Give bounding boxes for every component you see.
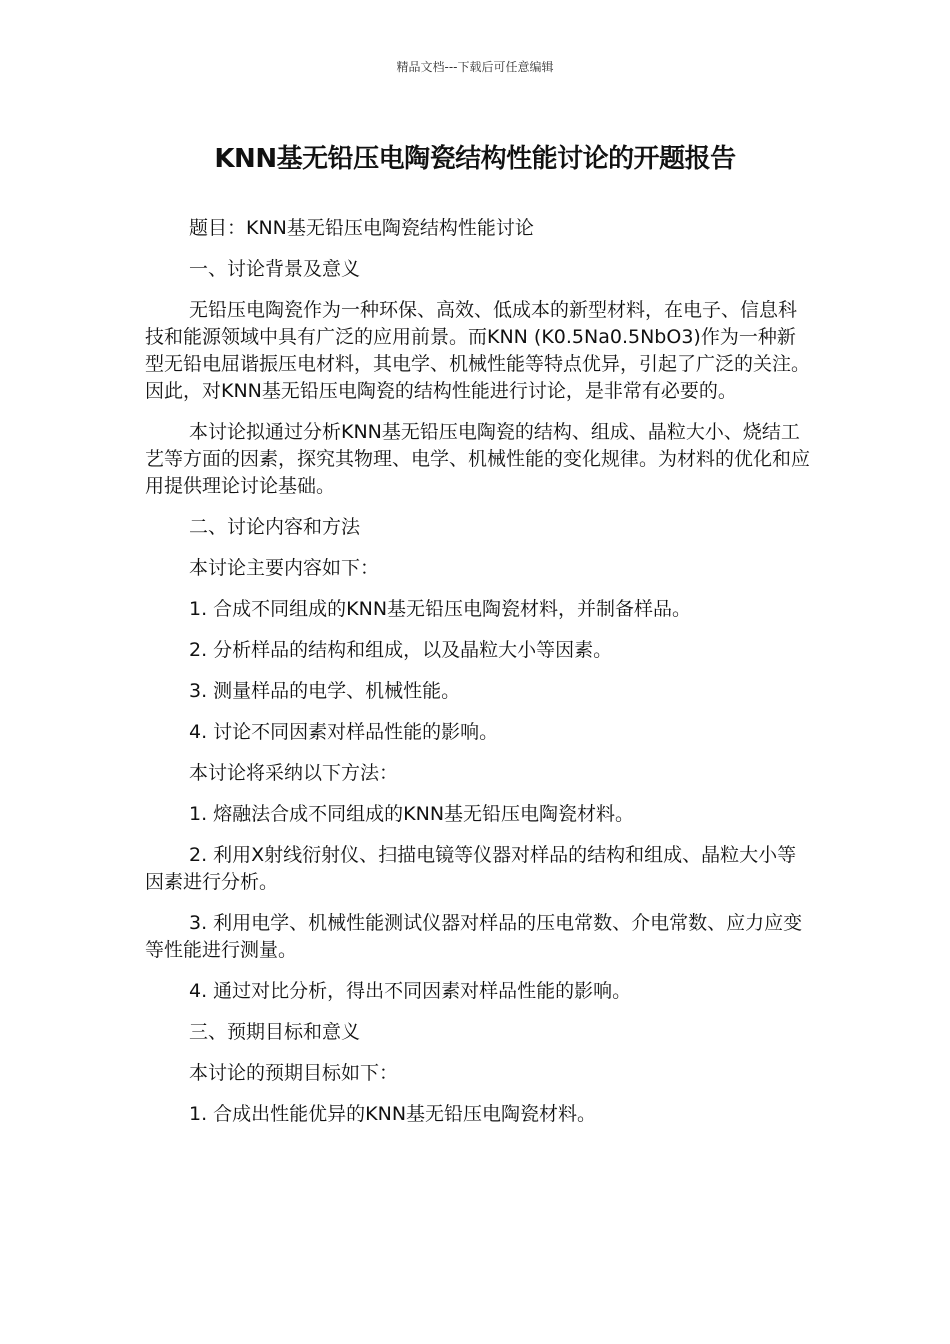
background-paragraph: 无铅压电陶瓷作为一种环保、高效、低成本的新型材料，在电子、信息科技和能源领域中具有广泛的应用前景。而KNN (K0.5Na0.5NbO3)作为一种新型无铅电屈谐振压电材料，其电学、机械性能等特点优异，引起了广泛的关注。因此，对KNN基无铅压电陶瓷的结构性能进行讨论，是非常有必要的。 [145,299,811,402]
document-body [145,215,810,1142]
section-heading-goals: 三、预期目标和意义 [189,1021,361,1043]
topic-line: 题目：KNN基无铅压电陶瓷结构性能讨论 [189,217,534,239]
content-intro: 本讨论主要内容如下： [189,557,380,579]
method-item-2: 2. 利用X射线衍射仪、扫描电镜等仪器对样品的结构和组成、晶粒大小等因素进行分析。 [145,844,797,893]
purpose-paragraph: 本讨论拟通过分析KNN基无铅压电陶瓷的结构、组成、晶粒大小、烧结工艺等方面的因素，探究其物理、电学、机械性能的变化规律。为材料的优化和应用提供理论讨论基础。 [145,421,811,497]
method-item-3: 3. 利用电学、机械性能测试仪器对样品的压电常数、介电常数、应力应变等性能进行测量。 [145,912,803,961]
method-item-4: 4. 通过对比分析，得出不同因素对样品性能的影响。 [189,980,632,1002]
method-intro: 本讨论将采纳以下方法： [189,762,399,784]
content-item-3: 3. 测量样品的电学、机械性能。 [189,680,461,702]
content-item-2: 2. 分析样品的结构和组成，以及晶粒大小等因素。 [189,639,613,661]
method-item-1: 1. 熔融法合成不同组成的KNN基无铅压电陶瓷材料。 [189,803,635,825]
section-heading-content-method: 二、讨论内容和方法 [189,516,361,538]
goal-item-1: 1. 合成出性能优异的KNN基无铅压电陶瓷材料。 [189,1103,597,1125]
content-item-4: 4. 讨论不同因素对样品性能的影响。 [189,721,499,743]
goals-intro: 本讨论的预期目标如下： [189,1062,399,1084]
page-header: 精品文档---下载后可任意编辑 [396,60,554,74]
content-item-1: 1. 合成不同组成的KNN基无铅压电陶瓷材料，并制备样品。 [189,598,692,620]
document-title: KNN基无铅压电陶瓷结构性能讨论的开题报告 [214,144,736,174]
section-heading-background: 一、讨论背景及意义 [189,258,361,280]
